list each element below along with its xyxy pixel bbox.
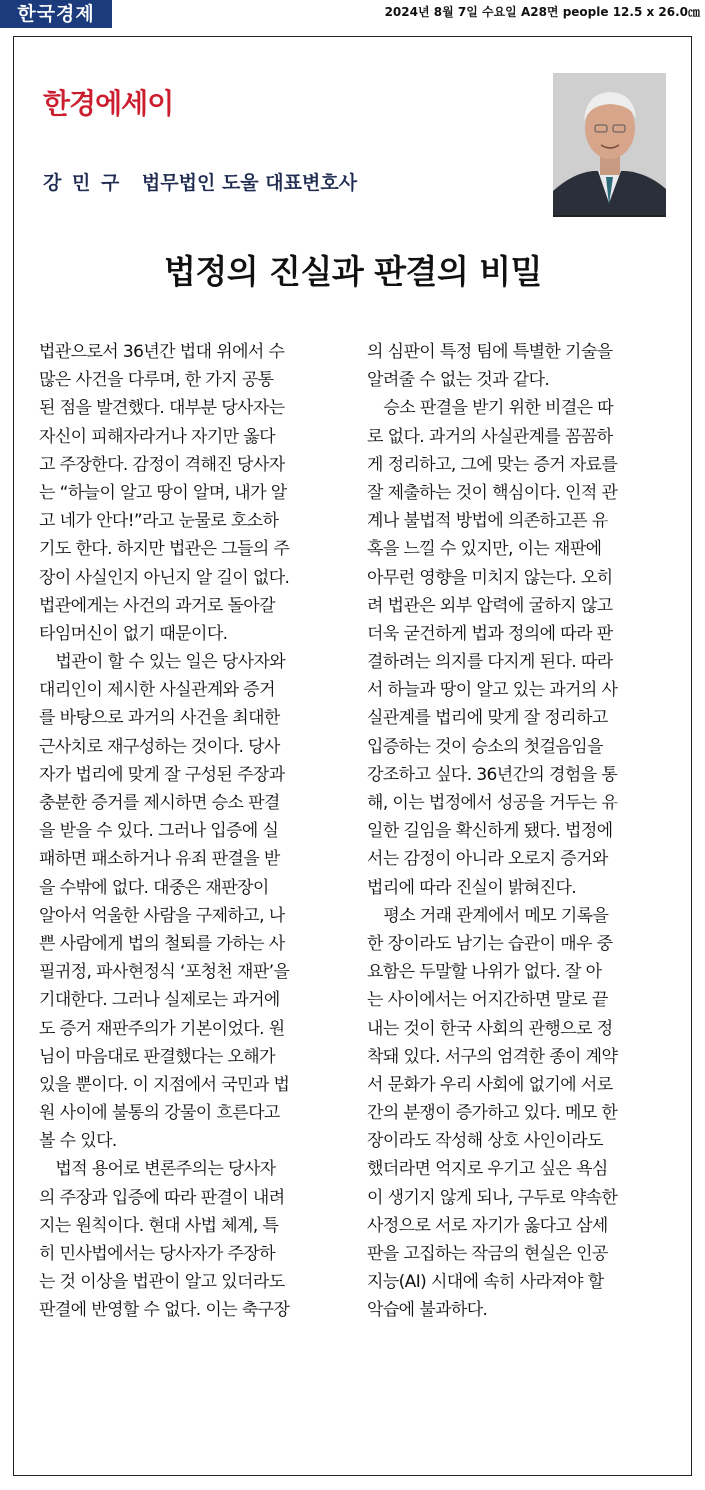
masthead-logo: 한국경제 <box>0 0 112 28</box>
body-text-line: 간의 분쟁이 증가하고 있다. 메모 한 <box>367 1103 618 1124</box>
body-text-line: 타임머신이 없기 때문이다. <box>39 623 228 644</box>
body-text-line: 을 수밖에 없다. 대중은 재판장이 <box>39 877 269 898</box>
body-text-line: 잘 제출하는 것이 핵심이다. 인적 관 <box>367 482 618 503</box>
body-text-line: 로 없다. 과거의 사실관계를 꼼꼼하 <box>367 426 613 447</box>
body-text-line: 서는 감정이 아니라 오로지 증거와 <box>367 849 608 870</box>
body-text-line: 기대한다. 그러나 실제로는 과거에 <box>39 990 280 1011</box>
body-text-line: 는 사이에서는 어지간하면 말로 끝 <box>367 990 608 1011</box>
body-text-line: 장이라도 작성해 상호 사인이라도 <box>367 1131 603 1152</box>
author-portrait-icon <box>553 73 666 215</box>
body-text-line: 알려줄 수 없는 것과 같다. <box>367 370 550 391</box>
body-text-line: 법관에게는 사건의 과거로 돌아갈 <box>39 595 275 616</box>
byline <box>43 168 357 195</box>
body-text-line: 혹을 느낄 수 있지만, 이는 재판에 <box>367 539 602 560</box>
body-text-line: 자가 법리에 맞게 잘 구성된 주장과 <box>39 764 285 785</box>
body-text-line: 사정으로 서로 자기가 옳다고 삼세 <box>367 1215 608 1236</box>
body-text-line: 자신이 피해자라거나 자기만 옳다 <box>39 426 275 447</box>
body-text-line: 지능(AI) 시대에 속히 사라져야 할 <box>367 1272 604 1293</box>
article-body-right-column <box>367 338 663 1325</box>
body-text-line: 님이 마음대로 판결했다는 오해가 <box>39 1046 275 1067</box>
body-text-line: 서 하늘과 땅이 알고 있는 과거의 사 <box>367 680 618 701</box>
article-body-left-column <box>39 338 335 1325</box>
author-photo <box>553 73 666 217</box>
body-text-line: 판결에 반영할 수 없다. 이는 축구장 <box>39 1300 290 1321</box>
body-text-line: 를 바탕으로 과거의 사건을 최대한 <box>39 708 280 729</box>
body-text-line: 는 것 이상을 법관이 알고 있더라도 <box>39 1272 285 1293</box>
body-text-line: 을 받을 수 있다. 그러나 입증에 실 <box>39 821 279 842</box>
body-text-line: 악습에 불과하다. <box>367 1300 488 1321</box>
body-text-line: 히 민사법에서는 당사자가 주장하 <box>39 1244 275 1264</box>
body-text-line: 의 심판이 특정 팀에 특별한 기술을 <box>367 342 613 362</box>
body-text-line: 강조하고 싶다. 36년간의 경험을 통 <box>367 764 618 785</box>
body-text-line: 내는 것이 한국 사회의 관행으로 정 <box>367 1018 613 1039</box>
body-text-line: 의 주장과 입증에 따라 판결이 내려 <box>39 1187 285 1208</box>
body-text-line: 된 점을 발견했다. 대부분 당사자는 <box>39 398 285 419</box>
edition-info: 2024년 8월 7일 수요일 A28면 people 12.5 x 26.0㎝ <box>384 5 700 19</box>
body-text-line: 서 문화가 우리 사회에 없기에 서로 <box>367 1074 613 1095</box>
body-text-line: 많은 사건을 다루며, 한 가지 공통 <box>39 370 274 391</box>
body-text-line: 있을 뿐이다. 이 지점에서 국민과 법 <box>39 1074 290 1095</box>
body-text-line: 알아서 억울한 사람을 구제하고, 나 <box>39 905 285 926</box>
body-text-line: 대리인이 제시한 사실관계와 증거 <box>39 680 275 701</box>
body-text-line: 아무런 영향을 미치지 않는다. 오히 <box>367 567 613 588</box>
body-text-line: 는 “하늘이 알고 땅이 알며, 내가 알 <box>39 482 287 503</box>
body-text-line: 입증하는 것이 승소의 첫걸음임을 <box>367 736 603 757</box>
body-text-line: 볼 수 있다. <box>39 1131 117 1152</box>
body-text-line: 승소 판결을 받기 위한 비결은 따 <box>367 398 614 419</box>
body-text-line: 장이 사실인지 아닌지 알 길이 없다. <box>39 567 290 588</box>
body-text-line: 더욱 굳건하게 법과 정의에 따라 판 <box>367 623 613 644</box>
body-text-line: 실관계를 법리에 맞게 잘 정리하고 <box>367 708 608 729</box>
body-text-line: 충분한 증거를 제시하면 승소 판결 <box>39 793 280 813</box>
body-text-line: 해, 이는 법정에서 성공을 거두는 유 <box>367 793 618 813</box>
body-text-line: 기도 한다. 하지만 법관은 그들의 주 <box>39 539 290 560</box>
body-text-line: 착돼 있다. 서구의 엄격한 종이 계약 <box>367 1046 618 1067</box>
body-text-line: 결하려는 의지를 다지게 된다. 따라 <box>367 652 613 673</box>
body-text-line: 계나 불법적 방법에 의존하고픈 유 <box>367 511 608 532</box>
body-text-line: 패하면 패소하거나 유죄 판결을 받 <box>39 849 280 870</box>
body-text-line: 지는 원칙이다. 현대 사법 체계, 특 <box>39 1215 279 1236</box>
body-text-line: 고 주장한다. 감정이 격해진 당사자 <box>39 454 285 475</box>
body-text-line: 판을 고집하는 작금의 현실은 인공 <box>367 1244 608 1264</box>
body-text-line: 근사치로 재구성하는 것이다. 당사 <box>39 736 280 757</box>
body-text-line: 쁜 사람에게 법의 철퇴를 가하는 사 <box>39 933 285 954</box>
column-name: 한경에세이 <box>43 87 174 120</box>
body-text-line: 한 장이라도 남기는 습관이 매우 중 <box>367 933 613 954</box>
body-text-line: 했더라면 억지로 우기고 싶은 욕심 <box>367 1159 608 1180</box>
author-name: 강 민 구 <box>43 172 122 194</box>
body-text-line: 일한 길임을 확신하게 됐다. 법정에 <box>367 821 613 842</box>
body-text-line: 게 정리하고, 그에 맞는 증거 자료를 <box>367 454 618 475</box>
body-text-line: 법적 용어로 변론주의는 당사자 <box>39 1159 276 1180</box>
author-title: 법무법인 도울 대표변호사 <box>141 172 358 194</box>
body-text-line: 려 법관은 외부 압력에 굴하지 않고 <box>367 595 613 616</box>
body-text-line: 법리에 따라 진실이 밝혀진다. <box>367 877 577 898</box>
body-text-line: 요함은 두말할 나위가 없다. 잘 아 <box>367 962 602 983</box>
body-text-line: 평소 거래 관계에서 메모 기록을 <box>367 905 609 926</box>
body-text-line: 법관으로서 36년간 법대 위에서 수 <box>39 342 285 362</box>
body-text-line: 원 사이에 불통의 강물이 흐른다고 <box>39 1103 280 1124</box>
body-text-line: 필귀정, 파사현정식 ‘포청천 재판’을 <box>39 962 290 983</box>
body-text-line: 법관이 할 수 있는 일은 당사자와 <box>39 652 286 673</box>
body-text-line: 고 네가 안다!”라고 눈물로 호소하 <box>39 511 279 532</box>
article-title: 법정의 진실과 판결의 비밀 <box>163 252 543 291</box>
body-text-line: 이 생기지 않게 되나, 구두로 약속한 <box>367 1187 618 1208</box>
body-text-line: 도 증거 재판주의가 기본이었다. 원 <box>39 1018 285 1039</box>
